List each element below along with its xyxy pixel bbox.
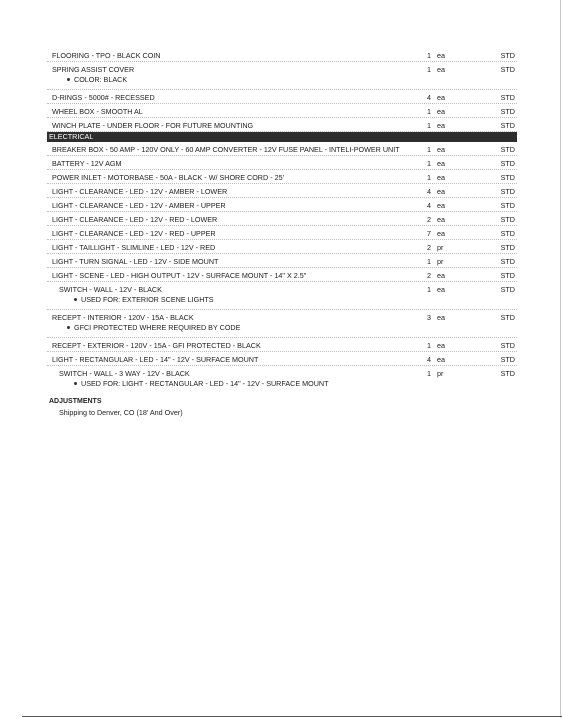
item-standard-flag: STD — [500, 355, 515, 364]
line-item-row — [47, 226, 517, 240]
item-description: RECEPT - EXTERIOR - 120V - 15A - GFI PROTECTED - BLACK — [52, 341, 261, 350]
item-standard-flag: STD — [500, 107, 515, 116]
bullet-icon — [74, 382, 77, 385]
item-option — [67, 323, 240, 332]
footer-divider — [22, 716, 562, 717]
adjustments-title: ADJUSTMENTS — [49, 398, 102, 405]
item-option — [74, 379, 329, 388]
item-description: POWER INLET - MOTORBASE - 50A - BLACK - W/ SHORE CORD - 25' — [52, 173, 284, 182]
item-quantity — [427, 285, 445, 294]
quantity-number: 1 — [427, 51, 431, 60]
item-quantity — [427, 369, 443, 378]
item-quantity — [427, 243, 443, 252]
item-quantity — [427, 355, 445, 364]
line-item-row — [47, 198, 517, 212]
item-option — [74, 295, 214, 304]
item-description: LIGHT - CLEARANCE - LED - 12V - RED - UPPER — [52, 229, 216, 238]
item-option-text: COLOR: BLACK — [74, 75, 128, 84]
line-item-row — [47, 62, 517, 90]
quantity-number: 1 — [427, 65, 431, 74]
item-quantity — [427, 145, 445, 154]
adjustment-line: Shipping to Denver, CO (18' And Over) — [59, 408, 183, 417]
item-description: SPRING ASSIST COVER — [52, 65, 135, 74]
quantity-unit: ea — [437, 93, 445, 102]
quantity-number: 4 — [427, 187, 431, 196]
item-standard-flag: STD — [500, 271, 515, 280]
quantity-number: 2 — [427, 271, 431, 280]
item-description: D-RINGS - 5000# - RECESSED — [52, 93, 155, 102]
bullet-icon — [67, 326, 70, 329]
line-item-row — [47, 142, 517, 156]
item-option-text: GFCI PROTECTED WHERE REQUIRED BY CODE — [74, 323, 241, 332]
item-quantity — [427, 93, 445, 102]
quantity-unit: ea — [437, 107, 445, 116]
item-standard-flag: STD — [500, 173, 515, 182]
bullet-icon — [74, 298, 77, 301]
quantity-number: 7 — [427, 229, 431, 238]
item-standard-flag: STD — [500, 243, 515, 252]
item-quantity — [427, 313, 445, 322]
line-items-table — [47, 48, 517, 394]
item-standard-flag: STD — [500, 215, 515, 224]
quantity-number: 4 — [427, 355, 431, 364]
item-quantity — [427, 121, 445, 130]
quantity-number: 3 — [427, 313, 431, 322]
item-quantity — [427, 107, 445, 116]
quantity-unit: ea — [437, 121, 445, 130]
quantity-number: 1 — [427, 369, 431, 378]
line-item-row — [47, 48, 517, 62]
line-item-row — [47, 240, 517, 254]
quantity-number: 1 — [427, 257, 431, 266]
line-item-row — [47, 118, 517, 132]
line-item-row — [47, 310, 517, 338]
quantity-number: 4 — [427, 201, 431, 210]
item-description: WINCH PLATE - UNDER FLOOR - FOR FUTURE MOUNTING — [52, 121, 254, 130]
quantity-unit: ea — [437, 313, 445, 322]
line-item-row — [47, 212, 517, 226]
item-standard-flag: STD — [500, 369, 515, 378]
quantity-unit: ea — [437, 229, 445, 238]
item-description: LIGHT - RECTANGULAR - LED - 14" - 12V - SURFACE MOUNT — [52, 355, 259, 364]
line-item-row — [47, 282, 517, 310]
line-items-group-top — [47, 48, 517, 132]
item-quantity — [427, 257, 443, 266]
item-description: LIGHT - TAILLIGHT - SLIMLINE - LED - 12V - RED — [52, 243, 216, 252]
quantity-unit: ea — [437, 145, 445, 154]
item-standard-flag: STD — [500, 145, 515, 154]
item-standard-flag: STD — [500, 257, 515, 266]
quantity-number: 2 — [427, 243, 431, 252]
item-option-text: USED FOR: EXTERIOR SCENE LIGHTS — [81, 295, 214, 304]
item-option — [67, 75, 127, 84]
item-standard-flag: STD — [500, 159, 515, 168]
line-item-row — [47, 254, 517, 268]
quantity-number: 1 — [427, 341, 431, 350]
quantity-unit: ea — [437, 355, 445, 364]
item-quantity — [427, 271, 445, 280]
item-quantity — [427, 65, 445, 74]
quantity-unit: ea — [437, 187, 445, 196]
line-item-row — [47, 156, 517, 170]
item-standard-flag: STD — [500, 187, 515, 196]
item-standard-flag: STD — [500, 229, 515, 238]
page-edge — [560, 0, 561, 718]
item-description: BREAKER BOX - 50 AMP - 120V ONLY - 60 AMP CONVERTER - 12V FUSE PANEL - INTELI-POWER UNIT — [52, 145, 400, 154]
quantity-unit: ea — [437, 271, 445, 280]
item-description: LIGHT - CLEARANCE - LED - 12V - RED - LOWER — [52, 215, 218, 224]
item-description: SWITCH - WALL - 3 WAY - 12V - BLACK — [59, 369, 190, 378]
quantity-number: 4 — [427, 93, 431, 102]
item-description: WHEEL BOX - SMOOTH AL — [52, 107, 143, 116]
item-description: BATTERY - 12V AGM — [52, 159, 122, 168]
quantity-number: 1 — [427, 285, 431, 294]
item-option-text: USED FOR: LIGHT - RECTANGULAR - LED - 14" - 12V - SURFACE MOUNT — [81, 379, 329, 388]
item-standard-flag: STD — [500, 121, 515, 130]
line-items-group-electrical — [47, 142, 517, 394]
item-quantity — [427, 341, 445, 350]
quantity-unit: pr — [437, 243, 444, 252]
item-quantity — [427, 51, 445, 60]
item-standard-flag: STD — [500, 341, 515, 350]
bullet-icon — [67, 78, 70, 81]
item-description: LIGHT - TURN SIGNAL - LED - 12V - SIDE MOUNT — [52, 257, 219, 266]
item-quantity — [427, 159, 445, 168]
quantity-unit: pr — [437, 257, 444, 266]
line-item-row — [47, 170, 517, 184]
quantity-number: 1 — [427, 107, 431, 116]
item-standard-flag: STD — [500, 285, 515, 294]
quantity-unit: pr — [437, 369, 444, 378]
item-standard-flag: STD — [500, 65, 515, 74]
quantity-unit: ea — [437, 215, 445, 224]
quantity-number: 1 — [427, 159, 431, 168]
item-quantity — [427, 173, 445, 182]
quantity-unit: ea — [437, 51, 445, 60]
item-standard-flag: STD — [500, 51, 515, 60]
item-description: SWITCH - WALL - 12V - BLACK — [59, 285, 162, 294]
quantity-number: 1 — [427, 173, 431, 182]
adjustments-block — [49, 398, 183, 417]
item-standard-flag: STD — [500, 313, 515, 322]
quantity-unit: ea — [437, 341, 445, 350]
item-quantity — [427, 229, 445, 238]
quantity-number: 2 — [427, 215, 431, 224]
item-standard-flag: STD — [500, 93, 515, 102]
line-item-row — [47, 366, 517, 394]
item-description: FLOORING - TPO - BLACK COIN — [52, 51, 161, 60]
quantity-unit: ea — [437, 65, 445, 74]
item-description: LIGHT - CLEARANCE - LED - 12V - AMBER - UPPER — [52, 201, 226, 210]
quantity-unit: ea — [437, 173, 445, 182]
item-quantity — [427, 187, 445, 196]
quantity-number: 1 — [427, 145, 431, 154]
line-item-row — [47, 104, 517, 118]
line-item-row — [47, 90, 517, 104]
item-description: LIGHT - CLEARANCE - LED - 12V - AMBER - LOWER — [52, 187, 228, 196]
line-item-row — [47, 268, 517, 282]
item-quantity — [427, 215, 445, 224]
quantity-unit: ea — [437, 201, 445, 210]
section-header-electrical: ELECTRICAL — [47, 132, 517, 142]
line-item-row — [47, 184, 517, 198]
item-standard-flag: STD — [500, 201, 515, 210]
quantity-unit: ea — [437, 159, 445, 168]
line-item-row — [47, 352, 517, 366]
line-item-row — [47, 338, 517, 352]
item-description: RECEPT - INTERIOR - 120V - 15A - BLACK — [52, 313, 194, 322]
item-description: LIGHT - SCENE - LED - HIGH OUTPUT - 12V - SURFACE MOUNT - 14" X 2.5" — [52, 271, 307, 280]
quantity-number: 1 — [427, 121, 431, 130]
item-quantity — [427, 201, 445, 210]
quantity-unit: ea — [437, 285, 445, 294]
